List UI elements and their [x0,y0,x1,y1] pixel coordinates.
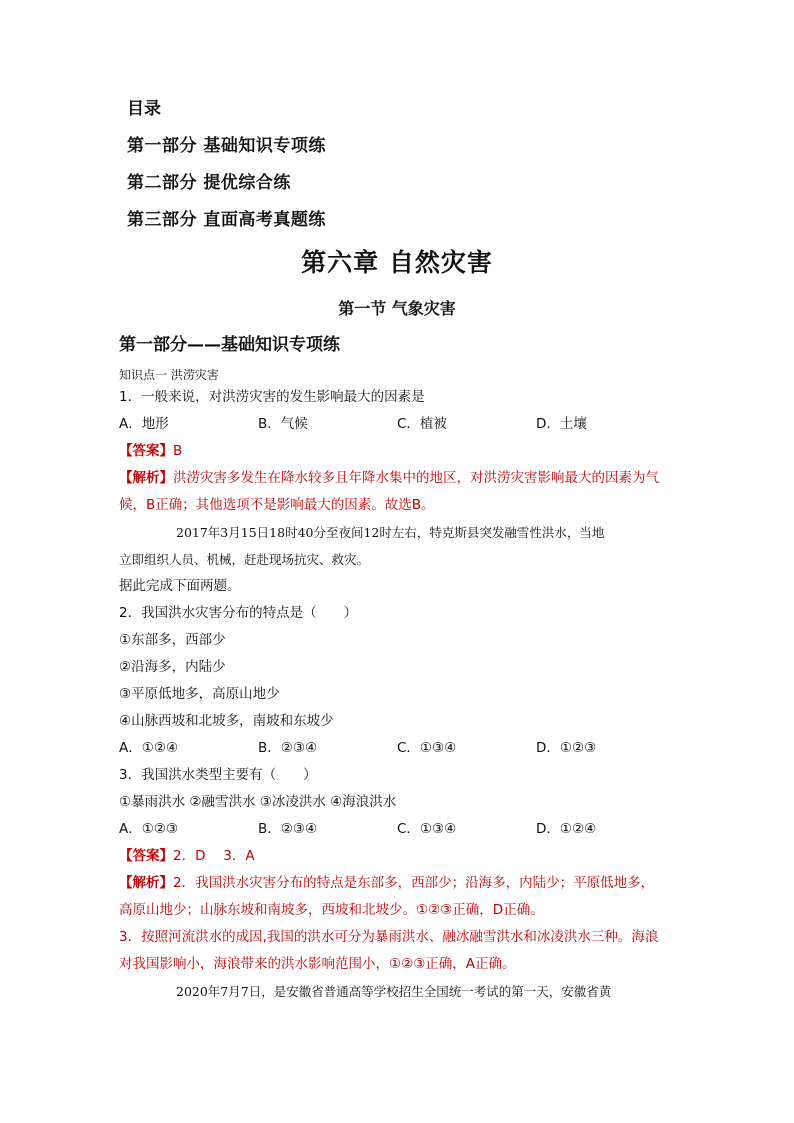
question-1-analysis-line-1 [119,465,679,492]
option-a: A．地形 [119,416,169,432]
analysis-label: 【解析】 [119,470,173,486]
question-3-options [119,816,679,843]
material-1-line-2: 立即组织人员、机械，赶赴现场抗灾、救灾。 [119,552,370,567]
toc-item-part-2: 第二部分 提优综合练 [127,173,291,193]
analysis-3-line-1: 3．按照河流洪水的成因,我国的洪水可分为暴雨洪水、融冰融雪洪水和冰凌洪水三种。海浪 [119,929,659,945]
option-a: A．①②③ [119,821,179,837]
question-3-items: ①暴雨洪水 ②融雪洪水 ③冰凌洪水 ④海浪洪水 [119,794,397,810]
answer-value: 2．D 3．A [173,848,255,864]
questions-2-3-answer [119,843,679,870]
question-1-options [119,411,679,438]
option-b: B．②③④ [258,740,318,756]
answer-value: B [173,443,183,459]
question-1-analysis-line-2: 候，B正确；其他选项不是影响最大的因素。故选B。 [119,497,435,513]
option-b: B．气候 [258,416,308,432]
toc-item-part-3: 第三部分 直面高考真题练 [127,210,326,230]
material-1-line-1: 2017年3月15日18时40分至夜间12时左右，特克斯县突发融雪性洪水，当地 [176,525,605,540]
knowledge-point-label: 知识点一 洪涝灾害 [119,368,219,382]
option-c: C．①③④ [397,821,457,837]
option-c: C．植被 [397,416,447,432]
material-1-prompt: 据此完成下面两题。 [119,578,241,594]
option-a: A．①②④ [119,740,179,756]
chapter-title: 第六章 自然灾害 [301,248,493,277]
analysis-text: 洪涝灾害多发生在降水较多且年降水集中的地区，对洪涝灾害影响最大的因素为气 [173,470,659,486]
question-2-stem: 2．我国洪水灾害分布的特点是（ ） [119,605,358,621]
option-c: C．①③④ [397,740,457,756]
option-d: D．①②④ [536,821,597,837]
analysis-text: 2．我国洪水灾害分布的特点是东部多，西部少；沿海多，内陆少；平原低地多， [173,875,655,891]
question-2-item-4: ④山脉西坡和北坡多，南坡和东坡少 [119,713,334,729]
question-1-answer [119,438,679,465]
analysis-3-line-2: 对我国影响小，海浪带来的洪水影响范围小，①②③正确，A正确。 [119,956,516,972]
answer-label: 【答案】 [119,443,173,459]
question-3-stem: 3．我国洪水类型主要有（ ） [119,767,317,783]
question-2-item-3: ③平原低地多，高原山地少 [119,686,280,702]
analysis-2-line-1 [119,870,679,897]
toc-item-part-1: 第一部分 基础知识专项练 [127,136,326,156]
analysis-label: 【解析】 [119,875,173,891]
table-of-contents [127,96,326,244]
question-2-item-1: ①东部多，西部少 [119,632,226,648]
option-d: D．土壤 [536,416,587,432]
option-d: D．①②③ [536,740,597,756]
section-title: 第一节 气象灾害 [338,299,456,318]
question-2-item-2: ②沿海多，内陆少 [119,659,226,675]
material-2-line-1: 2020年7月7日，是安徽省普通高等学校招生全国统一考试的第一天，安徽省黄 [176,984,612,999]
answer-label: 【答案】 [119,848,173,864]
option-b: B．②③④ [258,821,318,837]
toc-title: 目录 [127,99,161,119]
question-1-stem: 1．一般来说，对洪涝灾害的发生影响最大的因素是 [119,389,425,405]
question-2-options [119,735,679,762]
part-title: 第一部分——基础知识专项练 [119,335,340,355]
analysis-2-line-2: 高原山地少；山脉东坡和南坡多，西坡和北坡少。①②③正确，D正确。 [119,902,544,918]
document-body [119,366,679,1005]
